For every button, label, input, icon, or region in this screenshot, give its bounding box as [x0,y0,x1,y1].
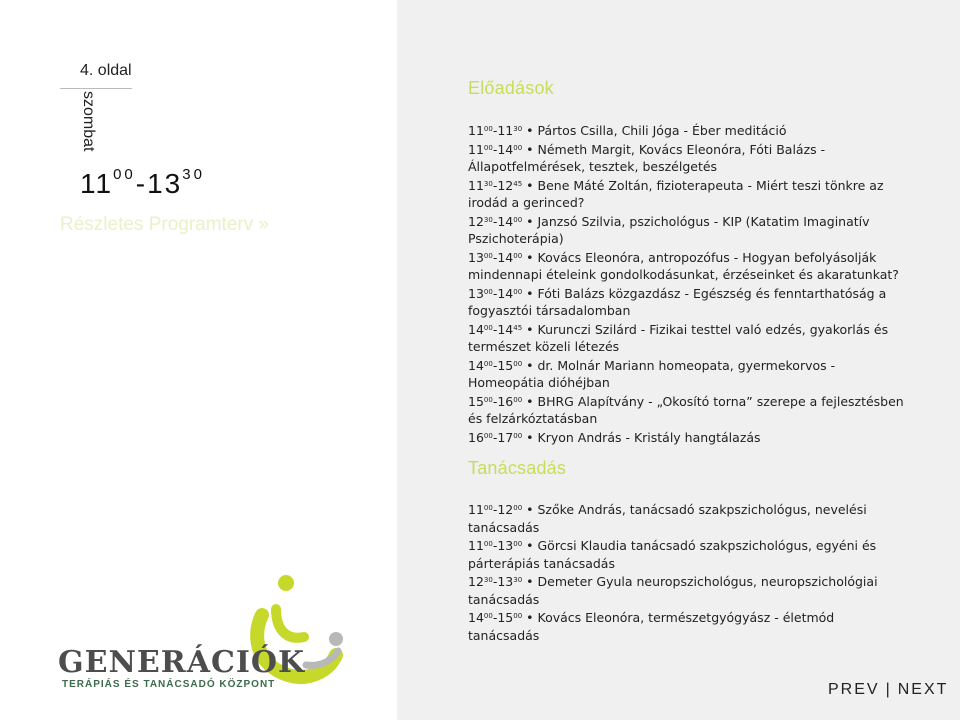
bullet-icon: • [522,285,538,301]
schedule-item [468,572,908,608]
schedule-text: Bene Máté Zoltán, fizioterapeuta - Miért teszi tönkre az irodád a gerinced? [468,177,884,210]
logo-tagline: TERÁPIÁS ÉS TANÁCSADÓ KÖZPONT [62,679,276,690]
bullet-icon: • [522,393,538,409]
schedule-time: $12^{30}-14^{00}$ [468,213,523,229]
schedule-time: $13^{00}-14^{00}$ [468,249,523,265]
schedule-text: Németh Margit, Kovács Eleonóra, Fóti Balázs - Állapotfelmérések, tesztek, beszélgetés [468,141,826,174]
nav-separator: | [885,681,892,698]
schedule-item [468,212,908,248]
schedule-text: Szőke András, tanácsadó szakpszichológus, nevelési tanácsadás [468,502,867,535]
divider [60,88,132,89]
bullet-icon: • [522,574,538,589]
schedule-item [468,121,908,140]
time-dash: - [135,168,148,199]
schedule-item [468,284,908,320]
schedule-item [468,248,908,284]
schedule-item [468,536,908,572]
schedule-item [468,140,908,176]
consultations-heading: Tanácsadás [468,458,567,478]
schedule-text: Kovács Eleonóra, természetgyógyász - életmód tanácsadás [468,610,835,643]
pagination-nav [828,681,948,699]
schedule-text: Kovács Eleonóra, antropozófus - Hogyan befolyásolják mindennapi ételeink gondolkodásunkat, érzéseinket és akaratunkat? [468,249,899,282]
bullet-icon: • [522,213,538,229]
schedule-time: $11^{00}-11^{30}$ [468,123,523,138]
schedule-text: Janzsó Szilvia, pszichológus - KIP (Katatim Imaginatív Pszichoterápia) [468,213,870,246]
time-start-hour: 11 [80,168,114,199]
bullet-icon: • [522,357,538,373]
schedule-time: $12^{30}-13^{30}$ [468,574,523,589]
schedule-time: $13^{00}-14^{00}$ [468,285,523,301]
schedule-time: $11^{00}-13^{00}$ [468,538,523,553]
weekday-label [78,92,98,164]
schedule-text: Demeter Gyula neuropszichológus, neuropszichológiai tanácsadás [468,574,878,607]
bullet-icon: • [522,177,538,193]
schedule-time: $15^{00}-16^{00}$ [468,393,523,409]
bullet-icon: • [522,538,538,553]
bullet-icon: • [522,429,538,445]
weekday-text: szombat [80,91,97,152]
bullet-icon: • [522,249,538,265]
logo [58,575,358,695]
schedule-text: dr. Molnár Mariann homeopata, gyermekorvos - Homeopátia dióhéjban [468,357,836,390]
page-number: 4. oldal [80,62,132,79]
schedule-text: Kryon András - Kristály hangtálazás [537,429,761,445]
schedule-time: $11^{00}-12^{00}$ [468,502,523,517]
schedule-item [468,356,908,392]
left-panel [0,0,397,720]
schedule-time: $14^{00}-15^{00}$ [468,357,523,373]
schedule-item [468,392,908,428]
bullet-icon: • [522,141,538,157]
schedule-text: Kurunczi Szilárd - Fizikai testtel való edzés, gyakorlás és természet közeli létezés [468,321,889,354]
schedule-text: Fóti Balázs közgazdász - Egészség és fenntarthatóság a fogyasztói társadalomban [468,285,887,318]
time-end-minute: 30 [182,166,205,183]
schedule-item [468,608,908,644]
detailed-program-link[interactable]: Részletes Programterv » [60,214,270,235]
schedule-time: $11^{00}-14^{00}$ [468,141,523,157]
logo-wordmark: GENERÁCIÓK [58,645,306,680]
lectures-heading: Előadások [468,78,554,98]
time-end-hour: 13 [147,168,183,199]
bullet-icon: • [522,610,538,625]
time-range [80,166,205,200]
schedule-item [468,428,908,447]
schedule-time: $16^{00}-17^{00}$ [468,429,523,445]
bullet-icon: • [522,502,538,517]
schedule-time: $11^{30}-12^{45}$ [468,177,523,193]
prev-button[interactable]: PREV [828,681,880,698]
lectures-list [468,121,908,446]
schedule-text: Pártos Csilla, Chili Jóga - Éber meditáció [537,123,787,138]
schedule-text: Görcsi Klaudia tanácsadó szakpszichológus, egyéni és párterápiás tanácsadás [468,538,877,571]
time-start-minute: 00 [113,166,136,183]
schedule-item [468,176,908,212]
schedule-item [468,320,908,356]
bullet-icon: • [522,321,538,337]
schedule-item [468,500,908,536]
bullet-icon: • [522,123,538,138]
schedule-time: $14^{00}-14^{45}$ [468,321,523,337]
next-button[interactable]: NEXT [897,681,949,698]
schedule-text: BHRG Alapítvány - „Okosító torna” szerepe a fejlesztésben és felzárkóztatásban [468,393,904,426]
consultations-list [468,500,908,644]
schedule-time: $14^{00}-15^{00}$ [468,610,523,625]
